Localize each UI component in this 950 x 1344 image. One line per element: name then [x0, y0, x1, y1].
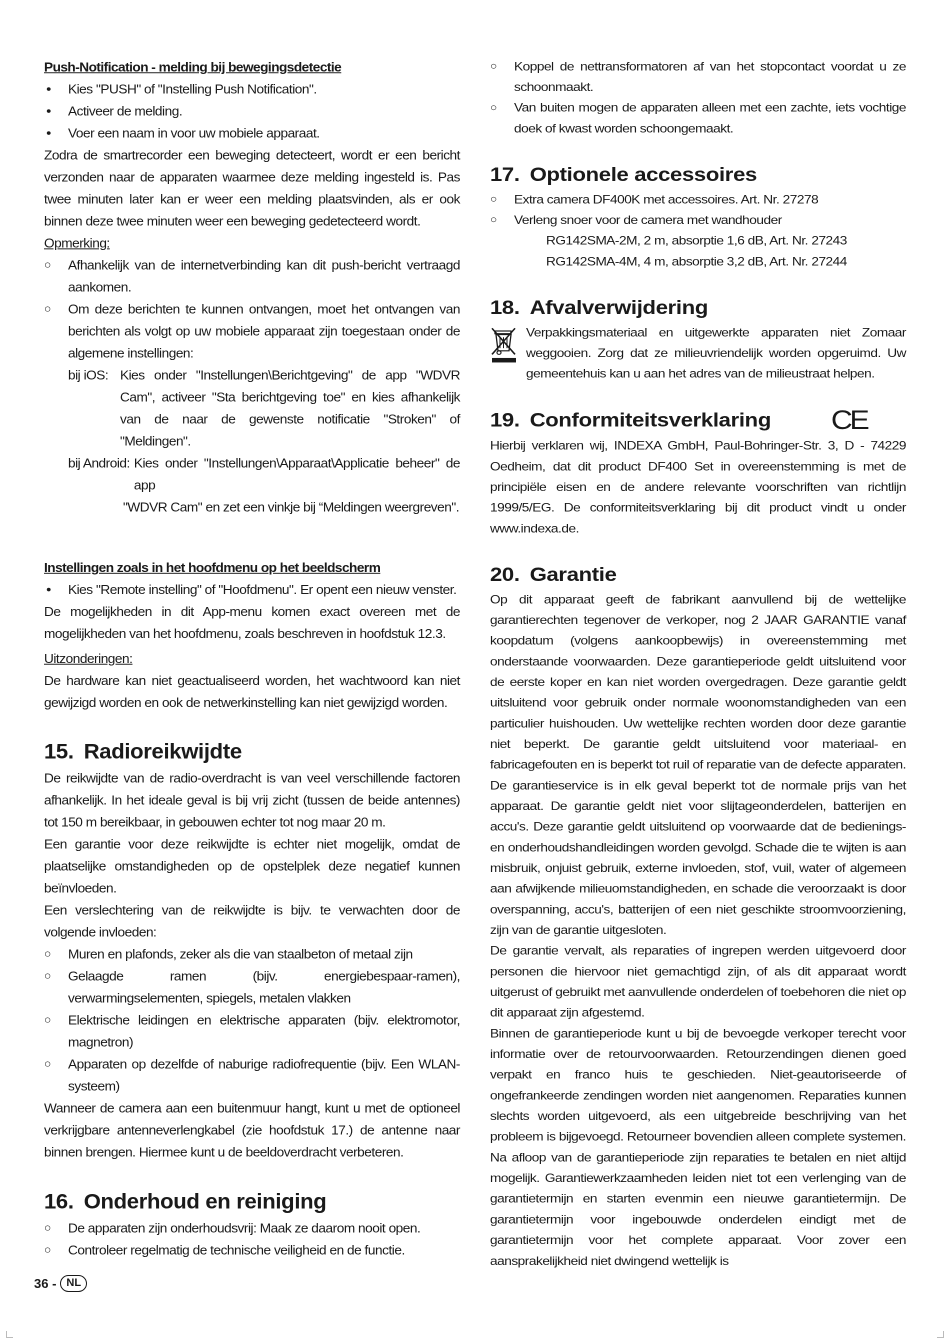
paragraph: Wanneer de camera aan een buitenmuur hangt, kunt u met de optioneel verkrijgbare antenneverlengkabel (zie hoofdstuk 17.) de antenne naar binnen brengen. Hiermee kunt u de beeldoverdracht verbeteren. [44, 1101, 460, 1160]
crossed-out-wheelie-bin-icon [490, 326, 520, 366]
list-item: ○ Verleng snoer voor de camera met wandhouder [490, 210, 906, 231]
list-item: ○ Controleer regelmatig de technische veiligheid en de functie. [44, 1239, 460, 1261]
list-item: ○ Extra camera DF400K met accessoires. Art. Nr. 27278 [490, 189, 906, 210]
paragraph: Een verslechtering van de reikwijdte is bijv. te verwachten door de volgende invloeden: [44, 903, 460, 940]
list-item: ○ Elektrische leidingen en elektrische apparaten (bijv. elektromotor, magnetron) [44, 1009, 460, 1053]
left-column [44, 56, 460, 1261]
section-17-heading: 17. Optionele accessoires [490, 162, 757, 186]
exceptions-label: Uitzonderingen: [44, 651, 133, 666]
waste-text: Verpakkingsmateriaal en uitgewerkte apparaten niet Zomaar weggooien. Zorg dat ze milieuvriendelijk worden opgeruimd. Uw gemeentehuis kan u aan het adres van de milieustraat helpen. [526, 325, 906, 381]
ios-text: Kies onder "Instellungen\Berichtgeving" de app "WDVR Cam", activeer "Sta berichtgeving toe" en kies afhankelijk van de naar de gewenste notificatie "Stroken" of "Meldingen". [120, 368, 460, 449]
paragraph: De mogelijkheden in dit App-menu komen exact overeen met de mogelijkheden van het hoofdmenu, zoals beschreven in hoofdstuk 12.3. [44, 604, 460, 641]
push-heading: Push-Notification - melding bij bewegingsdetectie [44, 59, 342, 75]
paragraph: De garantie vervalt, als reparaties of ingrepen werden uitgevoerd door personen die hiervoor niet gemachtigd zijn, of als dit apparaat wordt uitgerust of gebruikt met aanvullende onderdelen of toebehoren die niet op dit apparaat zijn afgestemd. [490, 943, 906, 1020]
list-item: ○ Muren en plafonds, zeker als die van staalbeton of metaal zijn [44, 943, 460, 965]
page-number: 36 - NL [34, 1275, 87, 1292]
list-item: ● Kies "Remote instelling" of "Hoofdmenu". Er opent een nieuw venster. [44, 579, 460, 601]
list-item: ○ Om deze berichten te kunnen ontvangen, moet het ontvangen van berichten als volgt op uw mobiele apparaat zijn toegestaan onder de algemene instellingen: [44, 298, 460, 364]
section-20-heading: 20. Garantie [490, 562, 617, 586]
list-item: ○ Gelaagde ramen (bijv. energiebespaar-ramen), verwarmingselementen, spiegels, metalen vlakken [44, 965, 460, 1009]
paragraph: Een garantie voor deze reikwijdte is echter niet mogelijk, omdat de plaatselijke omstandigheden op de opstelplek deze negatief kunnen beïnvloeden. [44, 836, 460, 896]
accessory-sub-item: RG142SMA-2M, 2 m, absorptie 1,6 dB, Art. Nr. 27243 [546, 233, 847, 248]
list-item: ○ Afhankelijk van de internetverbinding kan dit push-bericht vertraagd aankomen. [44, 254, 460, 298]
language-badge: NL [60, 1275, 87, 1292]
accessory-sub-item: RG142SMA-4M, 4 m, absorptie 3,2 dB, Art. Nr. 27244 [546, 254, 847, 269]
android-text: Kies onder "Instellungen\Apparaat\Applicatie beheer" de app [133, 456, 460, 493]
android-text-cont: "WDVR Cam" en zet een vinkje bij “Meldingen weergreven". [123, 500, 460, 515]
right-column [490, 56, 906, 1271]
paragraph: Binnen de garantieperiode kunt u bij de bevoegde verkoper terecht voor informatie over de retourvoorwaarden. Retourzendingen dienen goed verpakt en franco huis te geschieden. Niet-geautoriseerde of ongefrankeerde zendingen worden niet aangenomen. Reparaties kunnen slechts worden uitgevoerd, als een uitgebreide beschrijving van het probleem is bijgevoegd. Retourneer bovendien alleen complete systemen. Na afloop van de garantieperiode zijn reparaties te betalen en niet altijd mogelijk. Garantiewerkzaamheden leiden niet tot een verlenging van de garantietermijn en starten evenmin een nieuwe garantietermijn. De garantietermijn voor ingebouwde onderdelen eindigt met de garantietermijn voor het complete apparaat. Voor zover een aansprakelijkheid niet dwingend wettelijk is [490, 1026, 906, 1268]
ios-label: bij iOS: [68, 368, 109, 383]
list-item: ● Kies "PUSH" of "Instelling Push Notification". [44, 78, 460, 100]
section-16-heading: 16. Onderhoud en reiniging [44, 1189, 327, 1214]
waste-block [490, 322, 906, 384]
crop-mark [6, 1331, 13, 1338]
android-label: bij Android: [68, 456, 130, 471]
list-item: ○ Koppel de nettransformatoren af van het stopcontact voordat u ze schoonmaakt. [490, 56, 906, 97]
list-item: ○ De apparaten zijn onderhoudsvrij: Maak ze daarom nooit open. [44, 1217, 460, 1239]
paragraph: Op dit apparaat geeft de fabrikant aanvullend bij de wettelijke garantierechten tegenover de verkoper, nog 2 JAAR GARANTIE vanaf koopdatum (volgens aankoopbewijs) in overeenstemming met onderstaande voorwaarden. Deze garantieperiode geldt uitsluitend voor de eerste koper en kan niet worden overgedragen. Deze garantie geldt uitsluitend voor gebruik onder normale woonomstandigheden van een particulier huishouden. Uw wettelijke rechten worden door deze garantie niet beperkt. De garantie geldt uitsluitend voor materiaal- en fabricagefouten en is beperkt tot ruil of reparatie van de defecte apparaten. De garantieservice is in elk geval beperkt tot de normale prijs van het apparaat. De garantie geldt niet voor slijtageonderdelen, batterijen en accu's. Deze garantie geldt uitsluitend op voorwaarde dat de bedienings- en onderhoudshandleidingen worden gevolgd. Schade die te wijten is aan misbruik, onjuist gebruik, externe invloeden, stof, vuil, water of algemeen aan afwijkende milieuomstandigheden, en schade die veroorzaakt is door overspanning, accu's, batterijen of een niet geschikte stroomvoorziening, zijn van de garantie uitgesloten. [490, 592, 906, 937]
note-label: Opmerking: [44, 235, 110, 251]
paragraph: Hierbij verklaren wij, INDEXA GmbH, Paul-Bohringer-Str. 3, D - 74229 Oedheim, dat dit product DF400 Set in overeenstemming is met de principiële eisen en de andere relevante voorschriften van richtlijn 1999/5/EG. De conformiteitsverklaring bij dit product vindt u onder www.indexa.de. [490, 438, 906, 536]
list-item: ○ Apparaten op dezelfde of naburige radiofrequentie (bijv. Een WLAN-systeem) [44, 1053, 460, 1097]
list-item: ● Voer een naam in voor uw mobiele apparaat. [44, 122, 460, 144]
ios-instructions [44, 364, 460, 518]
ce-mark: CE [830, 405, 867, 436]
paragraph: Zodra de smartrecorder een beweging detecteert, wordt er een bericht verzonden naar de apparaten waarmee deze melding ingesteld is. Pas twee minuten later kan er weer een melding plaatsvinden, als er ook binnen deze twee minuten weer een beweging gedetecteerd wordt. [44, 147, 460, 229]
settings-heading: Instellingen zoals in het hoofdmenu op het beeldscherm [44, 560, 381, 575]
section-15-heading: 15. Radioreikwijdte [44, 739, 242, 764]
section-19-heading: 19. Conformiteitsverklaring CE [490, 405, 867, 436]
list-item: ● Activeer de melding. [44, 100, 460, 122]
crop-mark [937, 1331, 944, 1338]
paragraph: De hardware kan niet geactualiseerd worden, het wachtwoord kan niet gewijzigd worden en ook de netwerkinstelling kan niet gewijzigd worden. [44, 673, 460, 710]
section-18-heading: 18. Afvalverwijdering [490, 295, 708, 319]
paragraph: De reikwijdte van de radio-overdracht is van veel verschillende factoren afhankelijk. In het ideale geval is bij vrij zicht (tussen de beide antennes) tot 150 m bereikbaar, in gebouwen echter tot nog maar 20 m. [44, 770, 460, 830]
list-item: ○ Van buiten mogen de apparaten alleen met een zachte, iets vochtige doek of kwast worden schoongemaakt. [490, 97, 906, 138]
